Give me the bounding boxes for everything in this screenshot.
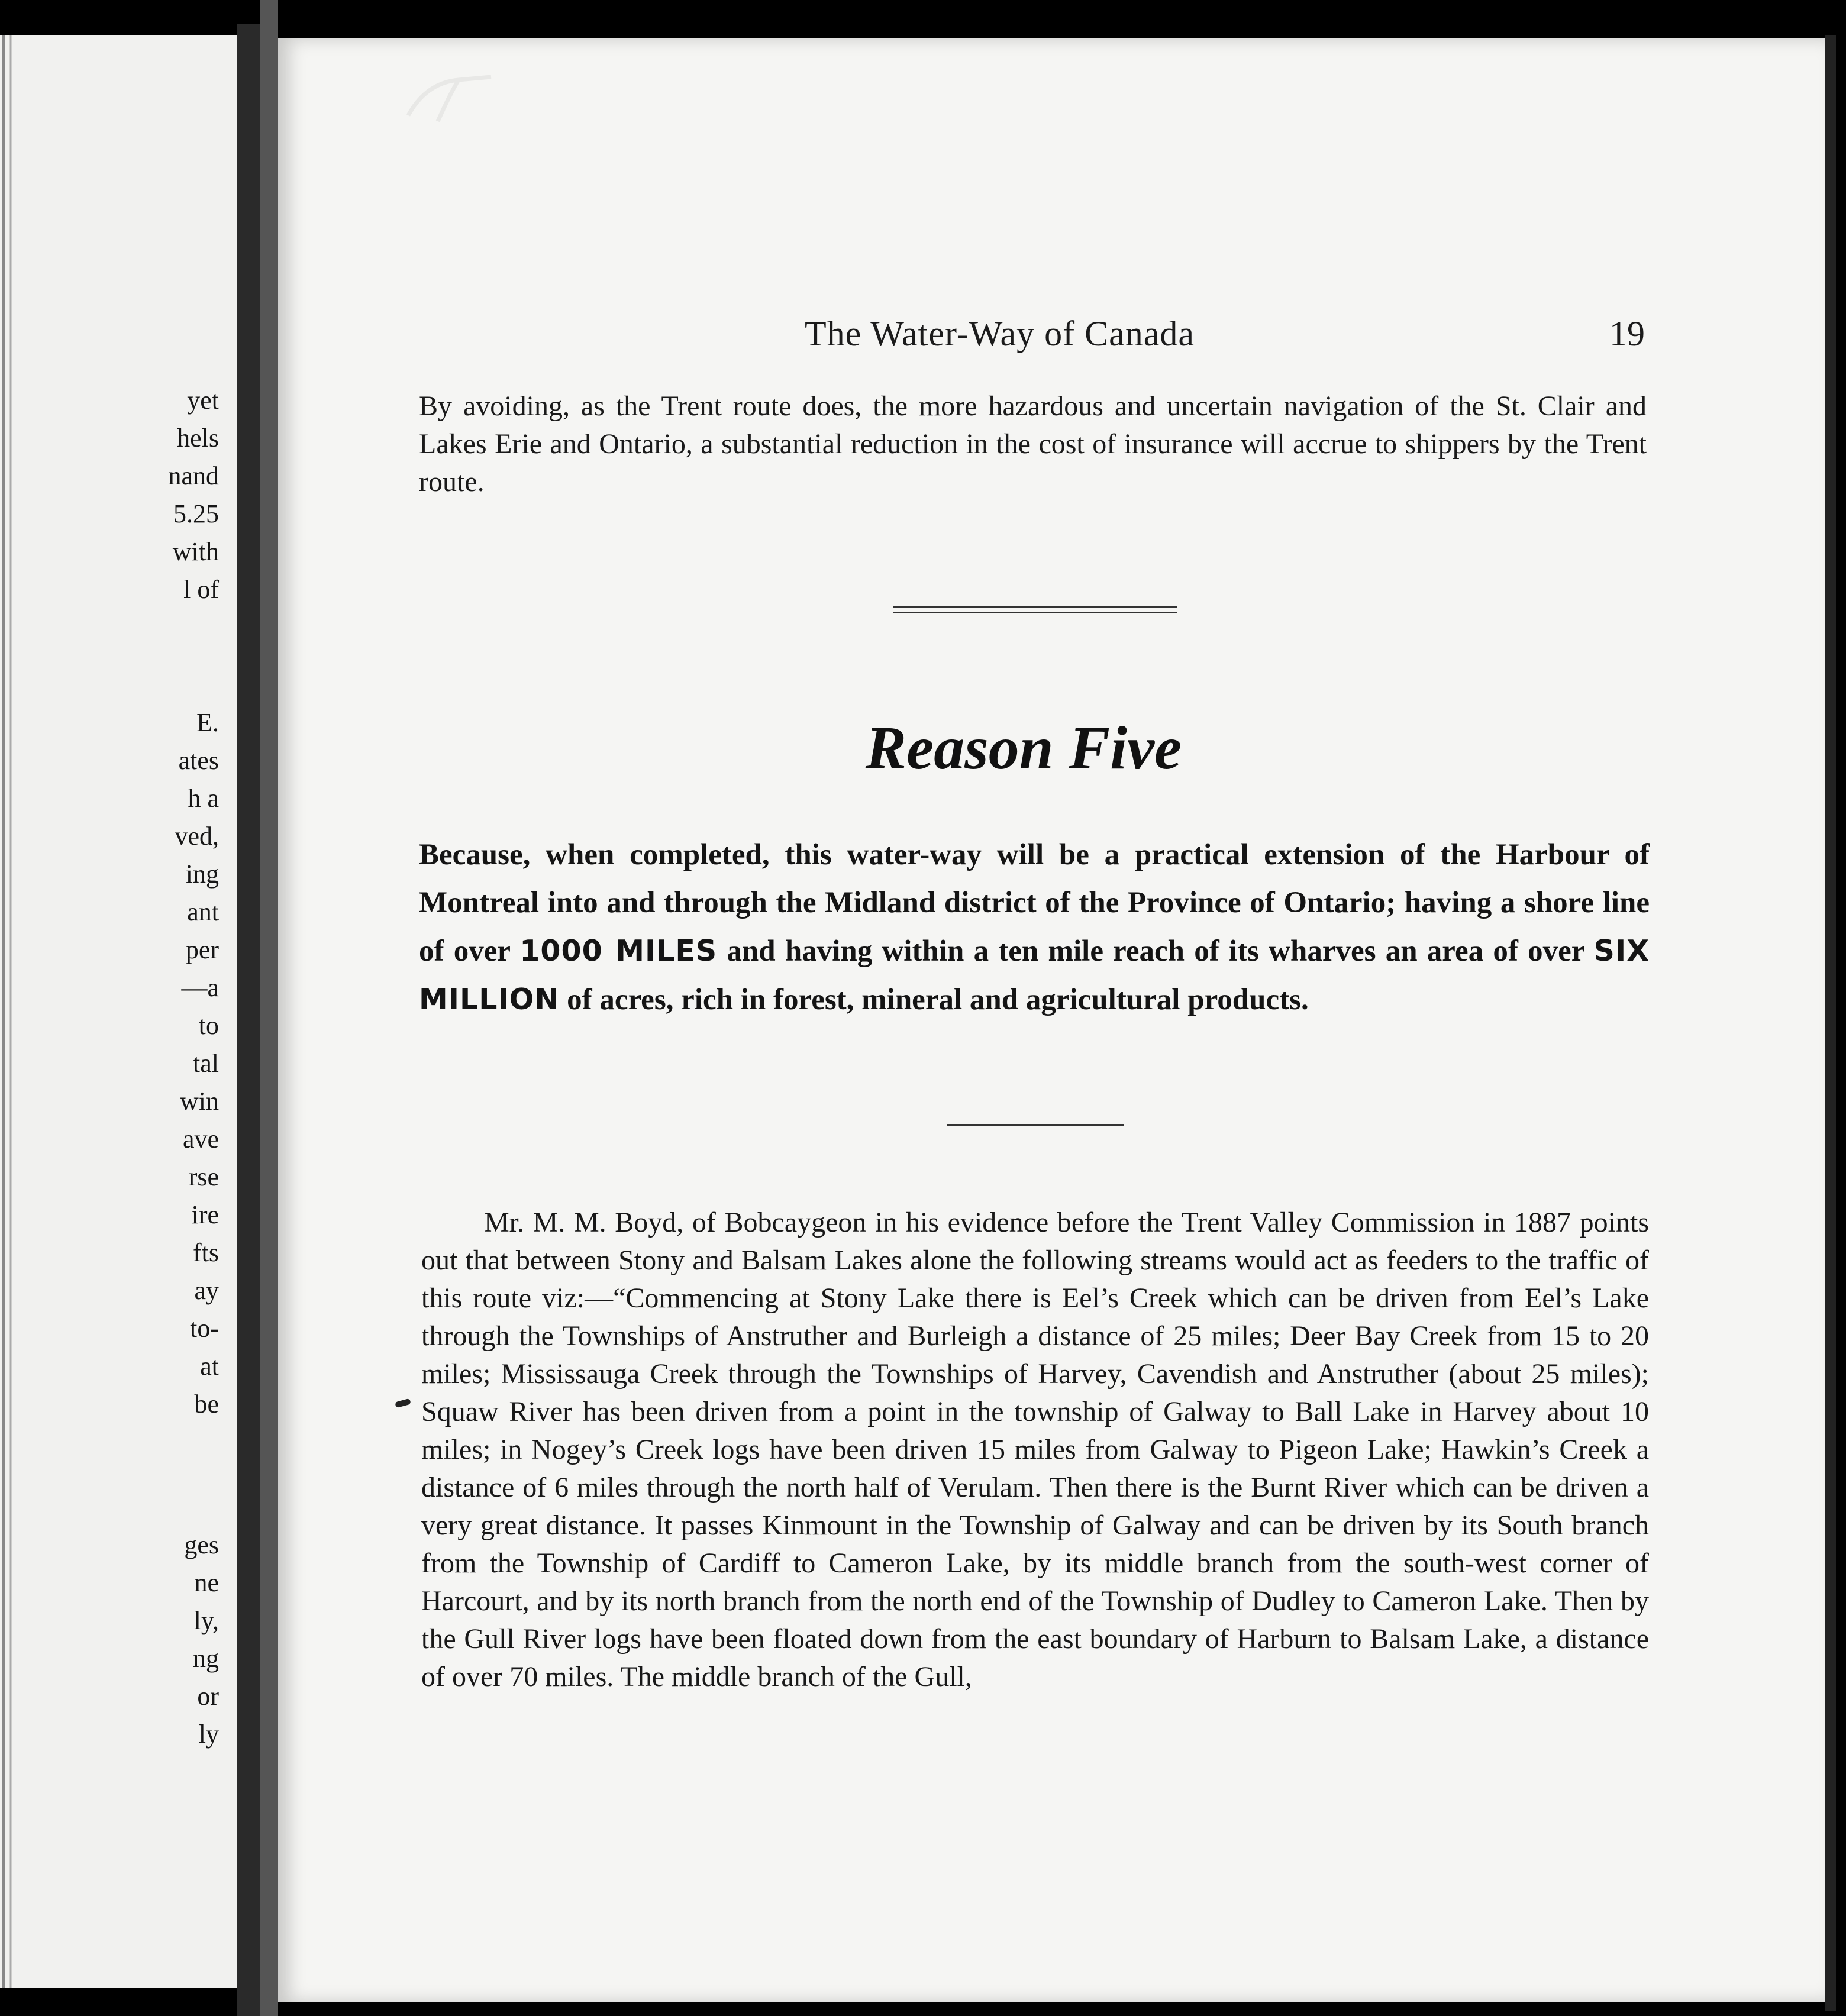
left-fragment: hels [177, 424, 219, 453]
left-fragment: ing [185, 860, 219, 889]
left-fragment: or [197, 1682, 219, 1711]
left-fragment: to [198, 1011, 219, 1040]
left-fragment: E. [196, 708, 219, 737]
left-fragment: ly [198, 1720, 219, 1749]
reason-paragraph [419, 831, 1650, 1024]
left-fragment: l of [183, 575, 219, 604]
left-fragment: with [172, 537, 219, 566]
left-fragment: ave [182, 1125, 219, 1154]
left-fragment: nand [168, 461, 219, 490]
left-fragment: per [185, 935, 219, 964]
running-head: The Water-Way of Canada [805, 314, 1195, 353]
single-rule-divider [947, 1124, 1124, 1126]
left-fragment: to- [190, 1314, 219, 1343]
section-heading: Reason Five [865, 714, 1182, 782]
left-fragment: rse [188, 1162, 219, 1191]
left-fragment: ne [194, 1568, 219, 1597]
gutter-shadow [260, 0, 278, 2016]
left-facing-page [0, 35, 237, 1988]
left-page-text-block-1 [168, 382, 219, 609]
reason-text-part: and having within a ten mile reach of its wharves an area of over [717, 935, 1594, 968]
left-fragment: at [200, 1352, 219, 1381]
intro-paragraph: By avoiding, as the Trent route does, the more hazardous and uncertain navigation of the St. Clair and Lakes Erie and Ontario, a substantial reduction in the cost of insurance will accrue to shippers by the Trent route. [419, 390, 1647, 497]
left-fragment: fts [193, 1238, 219, 1267]
reason-emphasis-miles: 1000 MILES [519, 934, 718, 968]
double-rule-divider [893, 606, 1177, 613]
left-page-text-block-3 [184, 1526, 219, 1753]
left-fragment: ay [194, 1276, 219, 1305]
left-fragment: ates [178, 746, 219, 775]
left-fragment: ly, [193, 1606, 219, 1635]
left-fragment: ved, [175, 822, 219, 851]
left-fragment: ges [184, 1530, 219, 1559]
left-fragment: 5.25 [173, 499, 219, 528]
left-fragment: win [180, 1087, 219, 1116]
body-paragraph: Mr. M. M. Boyd, of Bobcaygeon in his evidence before the Trent Valley Commission in 1887 points out that between Stony and Balsam Lakes alone the following streams would act as feeders to the traffic of this route viz:—“Commencing at Stony Lake there is Eel’s Creek which can be driven from Eel’s Lake through the Townships of Anstruther and Burleigh a distance of 25 miles; Deer Bay Creek from 15 to 20 miles; Mississauga Creek through the Townships of Harvey, Cavendish and Anstruther (about 25 miles); Squaw River has been driven from a point in the township of Galway to Ball Lake in Harvey about 10 miles; in Nogey’s Creek logs have been driven 15 miles from Galway to Pigeon Lake; Hawkin’s Creek a distance of 6 miles through the north half of Verulam. Then there is the Burnt River which can be driven a very great distance. It passes Kinmount in the Township of Galway and can be driven by its South branch from the Township of Cardiff to Cameron Lake, by its middle branch from the south-west corner of Harcourt, and by its north branch from the north end of the Township of Dudley to Cameron Lake. Then by the Gull River logs have been floated down from the east boundary of Harburn to Balsam Lake, a distance of over 70 miles. The middle branch of the Gull, [421, 1207, 1649, 1692]
left-fragment: ng [193, 1644, 219, 1673]
left-page-text-block-2 [175, 704, 219, 1423]
reason-text-part: of acres, rich in forest, mineral and agricultural products. [559, 983, 1309, 1016]
left-fragment: —a [181, 973, 219, 1002]
right-page-edge [1825, 35, 1836, 2011]
reason-emphasis-million: SIX MILLION [419, 934, 1650, 1016]
reason-text-part: Because, when completed, this water-way will be a practical extension of the Harbour of Montreal into and through the Midland district of the Province of Ontario; having a shore line of over [419, 838, 1650, 968]
left-fragment: ire [191, 1200, 219, 1229]
page-number: 19 [1609, 314, 1645, 353]
left-fragment: h a [188, 784, 219, 813]
left-fragment: be [194, 1390, 219, 1419]
left-fragment: ant [187, 897, 219, 926]
left-fragment: yet [187, 386, 219, 415]
ink-smudge-mark [402, 71, 509, 124]
left-fragment: tal [193, 1049, 219, 1078]
